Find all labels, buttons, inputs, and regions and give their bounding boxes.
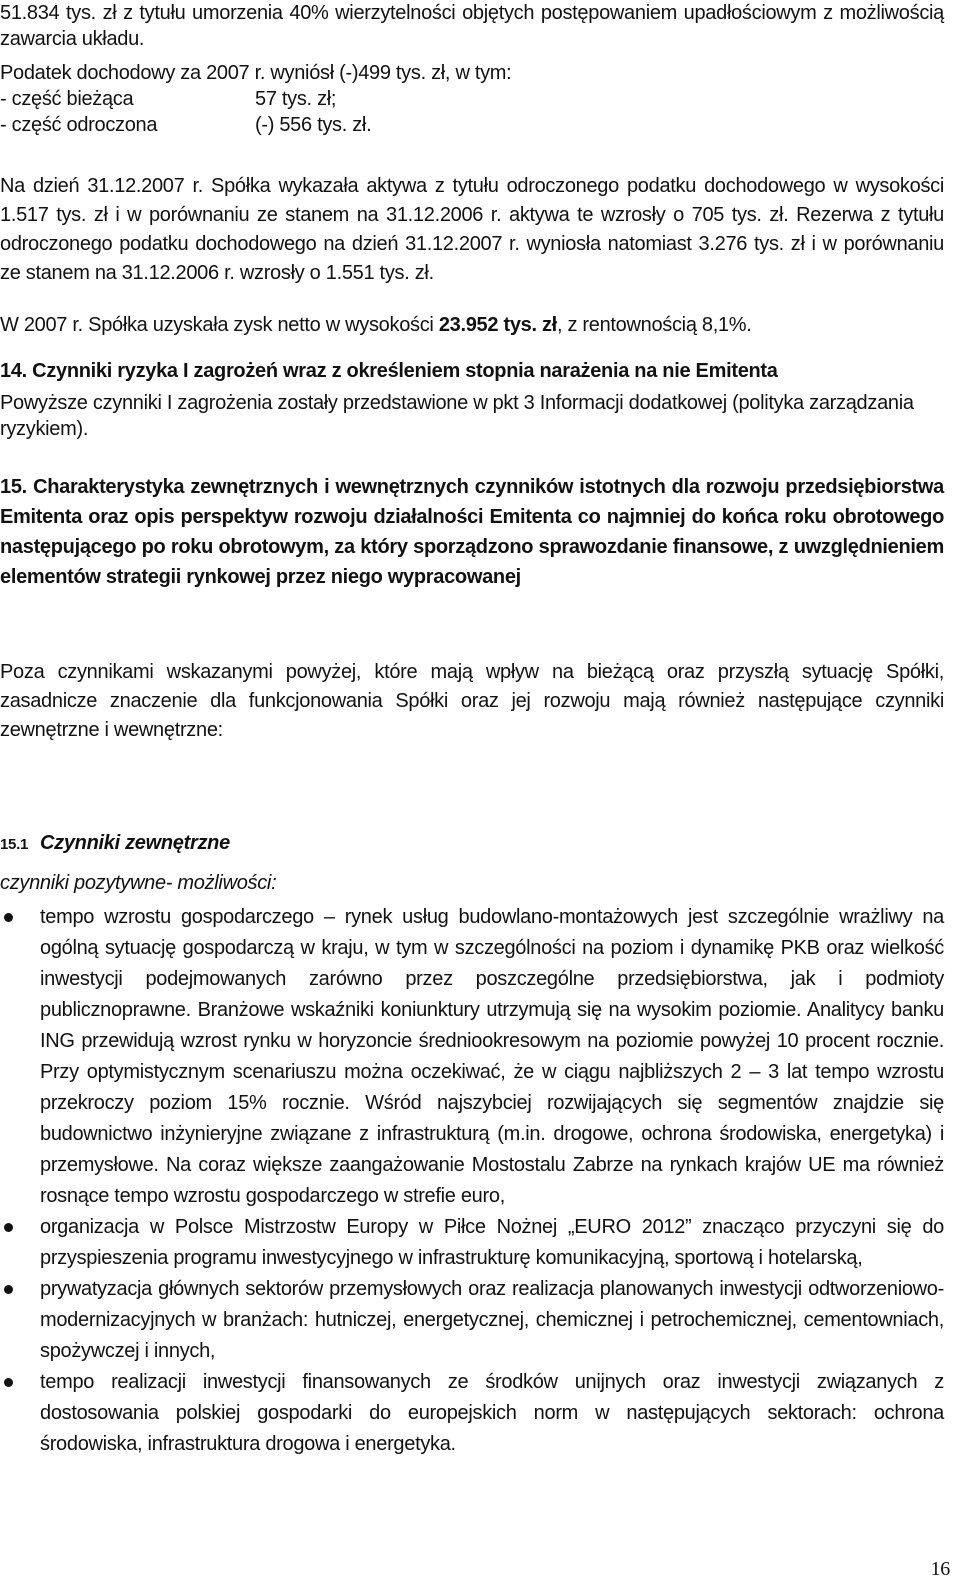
page-number: 16: [930, 1558, 950, 1580]
list-item-text: tempo realizacji inwestycji finansowanych ze środków unijnych oraz inwestycji związanych z dostosowania polskiej gospodarki do europejskich norm w następujących sektorach: ochrona środowiska, infrastruktura drogowa i energetyka.: [40, 1371, 944, 1455]
section-number: 14.: [0, 360, 27, 382]
tax-row-label: - część odroczona: [0, 114, 158, 136]
tax-row-deferred: [0, 112, 944, 138]
profit-post: , z rentownością 8,1%.: [556, 314, 752, 336]
profit-amount: 23.952 tys. zł: [438, 314, 557, 336]
profit-pre: W 2007 r. Spółka uzyskała zysk netto w wysokości: [0, 314, 439, 336]
bullet-icon: [4, 913, 13, 922]
list-item: [0, 1367, 944, 1460]
list-item: [0, 1274, 944, 1367]
section-title: Charakterystyka zewnętrznych i wewnętrznych czynników istotnych dla rozwoju przedsiębiorstwa Emitenta oraz opis perspektyw rozwoju działalności Emitenta co najmniej do końca roku obrotowego następującego po roku obrotowym, za który sporządzono sprawozdanie finansowe, z uwzględnieniem elementów strategii rynkowej przez niego wypracowanej: [0, 476, 944, 588]
section-title: Czynniki zewnętrzne: [40, 832, 230, 854]
tax-row-value: 57 tys. zł;: [255, 88, 337, 110]
section-title: Czynniki ryzyka I zagrożeń wraz z określeniem stopnia narażenia na nie Emitenta: [32, 360, 778, 382]
list-item-text: tempo wzrostu gospodarczego – rynek usług budowlano-montażowych jest szczególnie wrażliwy na ogólną sytuację gospodarczą w kraju, w tym w szczególności na poziom i dynamikę PKB oraz wielkość inwestycji podejmowanych zarówno przez poszczególne przedsiębiorstwa, jak i podmioty publicznoprawne. Branżowe wskaźniki koniunktury utrzymują się na wysokim poziomie. Analitycy banku ING przewidują wzrost rynku w horyzoncie średniookresowym na poziomie powyżej 10 procent rocznie. Przy optymistycznym scenariuszu można oczekiwać, że w ciągu najbliższych 2 – 3 lat tempo wzrostu przekroczy poziom 15% rocznie. Wśród najszybciej rozwijających się segmentów znajdzie się budownictwo inżynieryjne związane z infrastrukturą (m.in. drogowe, ochrona środowiska, energetyka) i przemysłowe. Na coraz większe zaangażowanie Mostostalu Zabrze na rynkach krajów UE ma również rosnące tempo wzrostu gospodarczego w strefie euro,: [40, 906, 944, 1207]
list-item-text: organizacja w Polsce Mistrzostw Europy w Piłce Nożnej „EURO 2012” znacząco przyczyni się do przyspieszenia programu inwestycyjnego w infrastrukturę komunikacyjną, sportową i hotelarską,: [40, 1216, 944, 1269]
section-15-heading: [0, 472, 944, 592]
tax-row-value: (-) 556 tys. zł.: [255, 114, 372, 136]
section-15-1-heading: [0, 828, 230, 860]
section-number: 15.: [0, 476, 27, 498]
section-14-body: Powyższe czynniki I zagrożenia zostały przedstawione w pkt 3 Informacji dodatkowej (polityka zarządzania ryzykiem).: [0, 392, 914, 440]
bullet-icon: [4, 1378, 13, 1387]
section-15-body: Poza czynnikami wskazanymi powyżej, które mają wpływ na bieżącą oraz przyszłą sytuację Spółki, zasadnicze znaczenie dla funkcjonowania Spółki oraz jej rozwoju mają również następujące czynniki zewnętrzne i wewnętrzne:: [0, 661, 944, 741]
opportunities-subtitle: czynniki pozytywne- możliwości:: [0, 872, 277, 894]
list-item: [0, 902, 944, 1212]
section-14-heading: [0, 356, 944, 386]
tax-intro: Podatek dochodowy za 2007 r. wyniósł (-)499 tys. zł, w tym:: [0, 62, 512, 84]
profit-paragraph: [0, 312, 944, 338]
section-number: 15.1: [0, 836, 28, 853]
intro-paragraph: 51.834 tys. zł z tytułu umorzenia 40% wierzytelności objętych postępowaniem upadłościowym z możliwością zawarcia układu.: [0, 2, 944, 50]
deferred-tax-paragraph: Na dzień 31.12.2007 r. Spółka wykazała aktywa z tytułu odroczonego podatku dochodowego w wysokości 1.517 tys. zł i w porównaniu ze stanem na 31.12.2006 r. aktywa te wzrosły o 705 tys. zł. Rezerwa z tytułu odroczonego podatku dochodowego na dzień 31.12.2007 r. wyniosła natomiast 3.276 tys. zł i w porównaniu ze stanem na 31.12.2006 r. wzrosły o 1.551 tys. zł.: [0, 175, 944, 284]
list-item-text: prywatyzacja głównych sektorów przemysłowych oraz realizacja planowanych inwestycji odtworzeniowo-modernizacyjnych w branżach: hutniczej, energetycznej, chemicznej i petrochemicznej, cementowniach, spożywczej i innych,: [40, 1278, 944, 1362]
tax-row-label: - część bieżąca: [0, 88, 134, 110]
bullet-icon: [4, 1285, 13, 1294]
tax-row-current: [0, 86, 944, 112]
tax-block: [0, 60, 944, 138]
bullet-icon: [4, 1223, 13, 1232]
opportunities-list: [0, 902, 944, 1460]
list-item: [0, 1212, 944, 1274]
